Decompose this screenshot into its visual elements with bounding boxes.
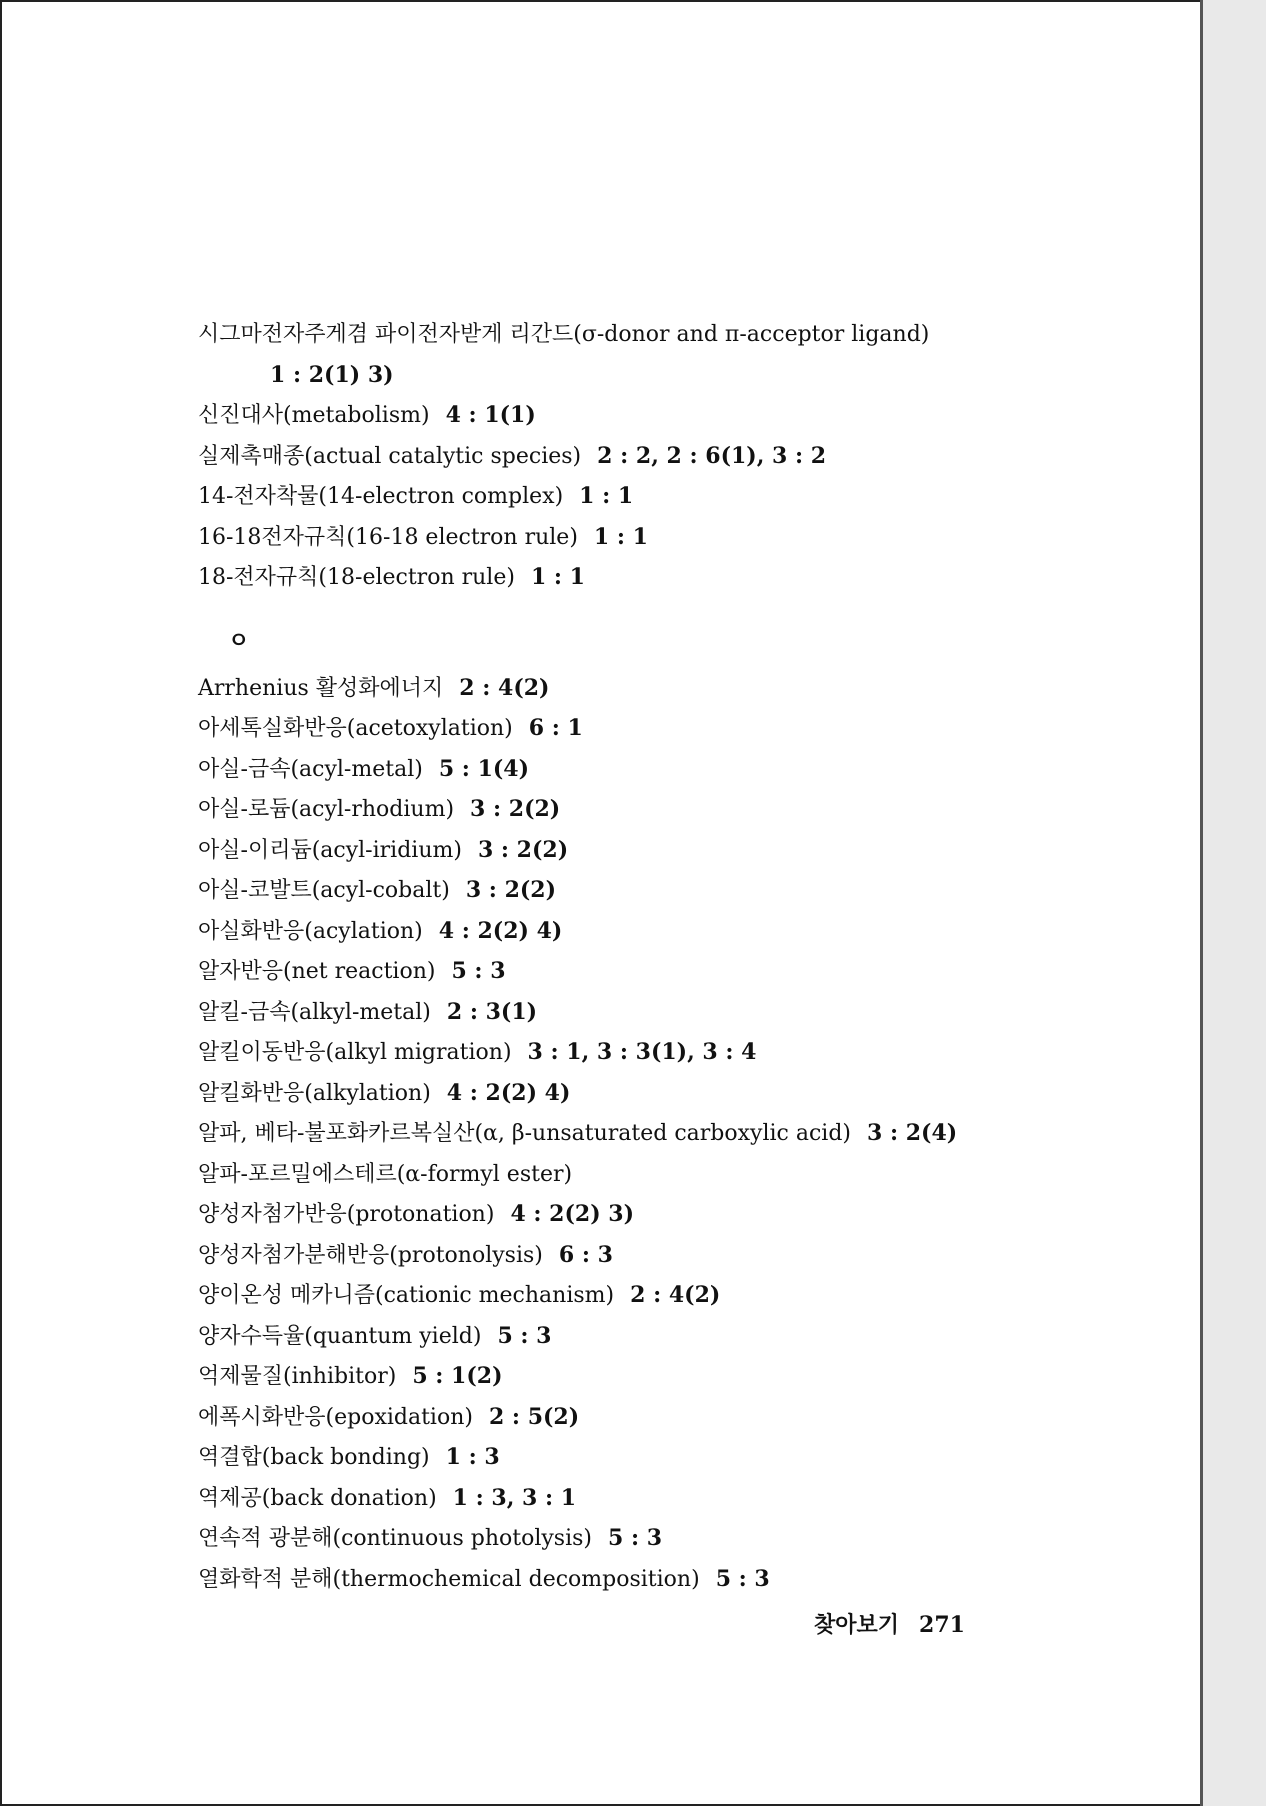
- index-entry: [198, 708, 1018, 749]
- entry-ref: 2 : 4(2): [630, 1282, 721, 1308]
- entry-ref: 4 : 2(2) 4): [446, 1079, 571, 1106]
- index-entry: [198, 668, 1018, 709]
- index-entry: [198, 517, 1018, 558]
- entry-term: 아실화반응(acylation): [198, 918, 423, 944]
- entry-ref: 3 : 1, 3 : 3(1), 3 : 4: [527, 1039, 757, 1065]
- index-entry: [198, 1032, 1018, 1073]
- entry-term: 열화학적 분해(thermochemical decomposition): [198, 1566, 700, 1592]
- index-entry: [198, 1437, 1018, 1478]
- entry-term: 역제공(back donation): [198, 1485, 437, 1511]
- entry-ref: 5 : 3: [607, 1525, 663, 1551]
- entry-term: 아실-코발트(acyl-cobalt): [198, 878, 450, 903]
- entry-ref: 5 : 3: [497, 1322, 552, 1349]
- entry-ref: 3 : 2(2): [465, 877, 557, 903]
- index-entry: [198, 1559, 1018, 1600]
- entry-term: 에폭시화반응(epoxidation): [198, 1404, 473, 1430]
- entry-ref: 4 : 2(2) 3): [510, 1201, 634, 1227]
- page-edge-shadow: [1200, 0, 1203, 1806]
- entry-term: 알파, 베타-불포화카르복실산(α, β-unsaturated carboxylic acid): [198, 1121, 851, 1146]
- entry-term: 역결합(back bonding): [198, 1445, 430, 1470]
- entry-ref: 6 : 1: [528, 715, 583, 741]
- entry-ref: 5 : 3: [715, 1565, 770, 1592]
- entry-ref: 1 : 3, 3 : 1: [452, 1484, 577, 1511]
- index-entry: [198, 1154, 1018, 1195]
- entry-ref: 2 : 2, 2 : 6(1), 3 : 2: [597, 442, 827, 469]
- index-entry: [198, 1275, 1018, 1316]
- entry-term: 알킬이동반응(alkyl migration): [198, 1040, 512, 1065]
- entry-term: 알자반응(net reaction): [198, 959, 436, 984]
- entry-ref: 1 : 2(1) 3): [270, 361, 394, 388]
- index-entry: [198, 1356, 1018, 1397]
- entry-ref: 5 : 3: [451, 958, 506, 984]
- index-entry: [198, 1235, 1018, 1276]
- index-entry: [198, 951, 1018, 992]
- entry-term: 아실-이리듐(acyl-iridium): [198, 837, 462, 863]
- entry-term: 알킬화반응(alkylation): [198, 1080, 431, 1106]
- entry-term: Arrhenius 활성화에너지: [198, 675, 444, 701]
- index-entry-list: [198, 314, 1018, 1599]
- index-entry: [198, 789, 1018, 830]
- entry-ref: 3 : 2(4): [867, 1120, 958, 1146]
- page-footer: [814, 1608, 965, 1639]
- entry-ref: 2 : 5(2): [488, 1403, 580, 1430]
- footer-label: 찾아보기: [814, 1612, 900, 1638]
- entry-term: 알파-포르밀에스테르(α-formyl ester): [198, 1161, 573, 1187]
- entry-term: 시그마전자주게겸 파이전자받게 리간드(σ-donor and π-acceptor ligand): [198, 322, 930, 347]
- index-entry: [198, 1194, 1018, 1235]
- index-entry: [198, 1518, 1018, 1559]
- index-entry: [198, 870, 1018, 911]
- entry-ref: 2 : 3(1): [446, 998, 538, 1025]
- entry-term: 양이온성 메카니즘(cationic mechanism): [198, 1283, 615, 1308]
- entry-ref: 3 : 2(2): [477, 836, 569, 863]
- index-entry: [198, 1397, 1018, 1438]
- entry-ref: 2 : 4(2): [459, 674, 550, 701]
- entry-ref: 1 : 1: [530, 564, 585, 590]
- entry-ref: 6 : 3: [558, 1241, 613, 1268]
- index-entry: [198, 911, 1018, 952]
- index-entry: [198, 395, 1018, 436]
- index-entry: [198, 557, 1018, 598]
- entry-term: 18-전자규칙(18-electron rule): [198, 565, 515, 590]
- entry-ref: 1 : 3: [445, 1444, 500, 1470]
- index-entry: [198, 1073, 1018, 1114]
- entry-term: 양자수득율(quantum yield): [198, 1323, 482, 1349]
- entry-ref: 5 : 1(4): [438, 755, 530, 782]
- entry-ref: 3 : 2(2): [470, 796, 561, 822]
- entry-term: 연속적 광분해(continuous photolysis): [198, 1526, 592, 1551]
- index-entry: [198, 1316, 1018, 1357]
- entry-term: 양성자첨가반응(protonation): [198, 1202, 495, 1227]
- entry-ref: 5 : 1(2): [412, 1363, 503, 1389]
- index-entry: [198, 1113, 1018, 1154]
- entry-term: 아실-금속(acyl-metal): [198, 756, 423, 782]
- entry-ref: 1 : 1: [593, 523, 648, 550]
- entry-ref: 4 : 1(1): [445, 402, 536, 428]
- section-heading: ㅇ: [228, 628, 250, 654]
- entry-term: 억제물질(inhibitor): [198, 1364, 397, 1389]
- entry-term: 14-전자착물(14-electron complex): [198, 484, 564, 509]
- index-entry: [198, 1478, 1018, 1519]
- entry-ref: 1 : 1: [579, 483, 634, 509]
- entry-term: 16-18전자규칙(16-18 electron rule): [198, 524, 578, 550]
- entry-term: 알킬-금속(alkyl-metal): [198, 999, 431, 1025]
- index-entry: [198, 749, 1018, 790]
- index-entry: [198, 830, 1018, 871]
- index-entry: [198, 436, 1018, 477]
- entry-term: 실제촉매종(actual catalytic species): [198, 443, 582, 469]
- entry-term: 신진대사(metabolism): [198, 403, 430, 428]
- entry-term: 양성자첨가분해반응(protonolysis): [198, 1242, 543, 1268]
- page-number: 271: [919, 1612, 965, 1638]
- index-entry: [198, 992, 1018, 1033]
- index-entry: [198, 314, 1018, 355]
- index-entry-continuation: [198, 355, 1018, 396]
- entry-term: 아실-로듐(acyl-rhodium): [198, 797, 455, 822]
- entry-term: 아세톡실화반응(acetoxylation): [198, 716, 513, 741]
- index-entry: [198, 476, 1018, 517]
- entry-ref: 4 : 2(2) 4): [438, 917, 563, 944]
